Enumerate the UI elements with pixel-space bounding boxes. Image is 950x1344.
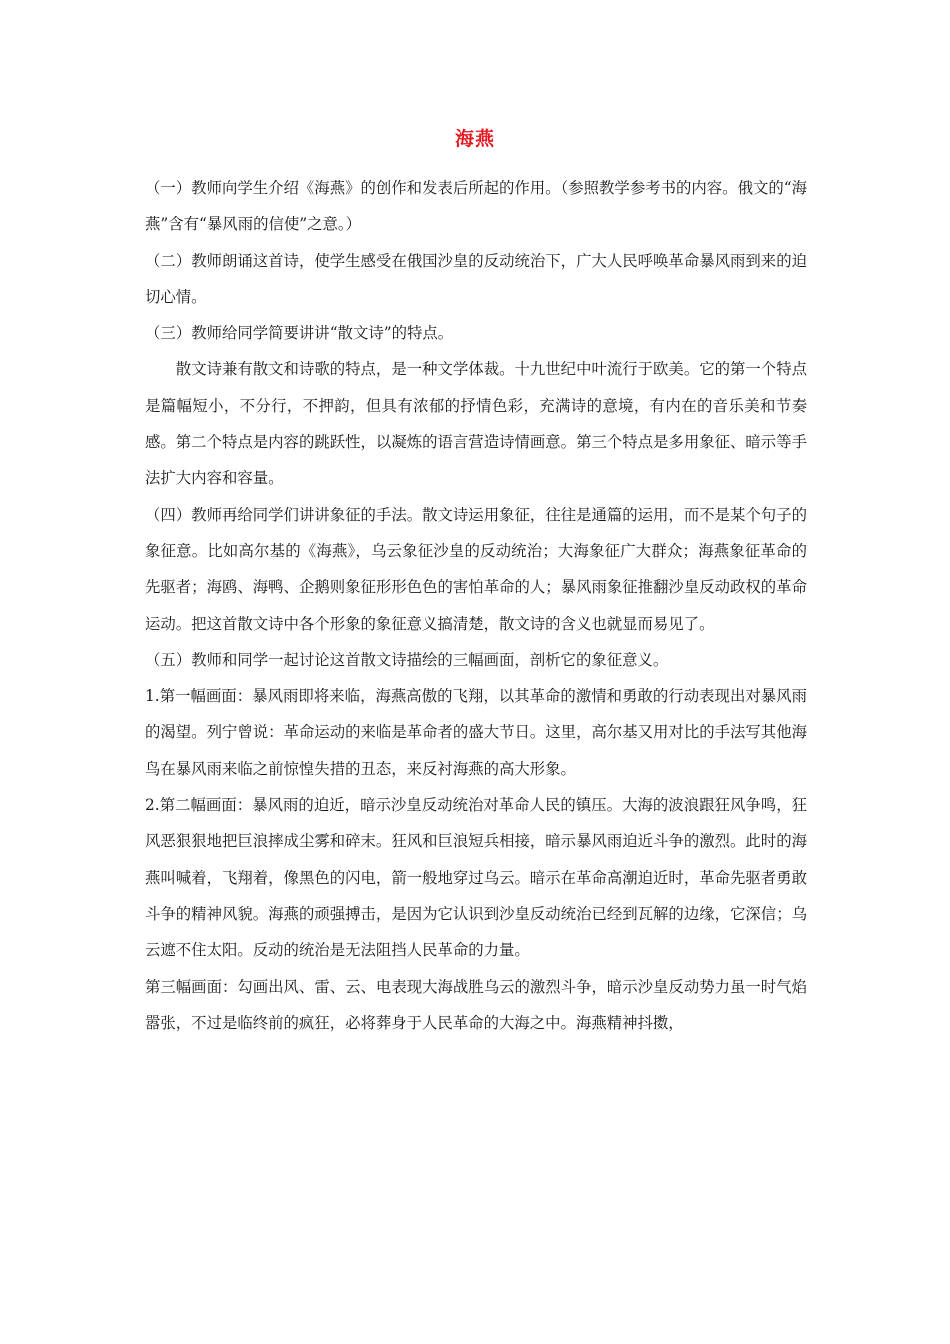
paragraph-scene-1: 1.第一幅画面：暴风雨即将来临，海燕高傲的飞翔，以其革命的激情和勇敢的行动表现出对暴风雨的渴望。列宁曾说：革命运动的来临是革命者的盛大节日。这里，高尔基又用对比的手法写其他海鸟在暴风雨来临之前惊惶失措的丑态，来反衬海燕的高大形象。 xyxy=(145,687,807,778)
paragraph-intro-3: （三）教师给同学简要讲讲“散文诗”的特点。 xyxy=(145,324,454,343)
paragraph-symbolism: （四）教师再给同学们讲讲象征的手法。散文诗运用象征，往往是通篇的运用，而不是某个句子的象征意。比如高尔基的《海燕》，乌云象征沙皇的反动统治；大海象征广大群众；海燕象征革命的先驱者；海鸥、海鸭、企鹅则象征形形色色的害怕革命的人；暴风雨象征推翻沙皇反动政权的革命运动。把这首散文诗中各个形象的象征意义搞清楚，散文诗的含义也就显而易见了。 xyxy=(145,505,807,633)
page-title: 海燕 xyxy=(454,128,495,150)
paragraph-prose-poem-features: 散文诗兼有散文和诗歌的特点，是一种文学体裁。十九世纪中叶流行于欧美。它的第一个特点是篇幅短小，不分行，不押韵，但具有浓郁的抒情色彩，充满诗的意境，有内在的音乐美和节奏感。第二个特点是内容的跳跃性，以凝炼的语言营造诗情画意。第三个特点是多用象征、暗示等手法扩大内容和容量。 xyxy=(145,360,807,488)
paragraph-scene-2: 2.第二幅画面：暴风雨的迫近，暗示沙皇反动统治对革命人民的镇压。大海的波浪跟狂风争鸣，狂风恶狠狠地把巨浪摔成尘雾和碎末。狂风和巨浪短兵相接，暗示暴风雨迫近斗争的激烈。此时的海燕叫喊着，飞翔着，像黑色的闪电，箭一般地穿过乌云。暗示在革命高潮迫近时，革命先驱者勇敢斗争的精神风貌。海燕的顽强搏击，是因为它认识到沙皇反动统治已经到瓦解的边缘，它深信；乌云遮不住太阳。反动的统治是无法阻挡人民革命的力量。 xyxy=(145,796,807,960)
document-body xyxy=(145,170,807,1041)
paragraph-intro-2: （二）教师朗诵这首诗，使学生感受在俄国沙皇的反动统治下，广大人民呼唤革命暴风雨到来的迫切心情。 xyxy=(145,251,807,306)
paragraph-discussion: （五）教师和同学一起讨论这首散文诗描绘的三幅画面，剖析它的象征意义。 xyxy=(145,650,669,669)
paragraph-scene-3: 第三幅画面：勾画出风、雷、云、电表现大海战胜乌云的激烈斗争，暗示沙皇反动势力虽一时气焰嚣张，不过是临终前的疯狂，必将葬身于人民革命的大海之中。海燕精神抖擞， xyxy=(145,977,807,1032)
paragraph-intro-1: （一）教师向学生介绍《海燕》的创作和发表后所起的作用。（参照教学参考书的内容。俄文的“海燕”含有“暴风雨的信使”之意。） xyxy=(145,179,807,234)
